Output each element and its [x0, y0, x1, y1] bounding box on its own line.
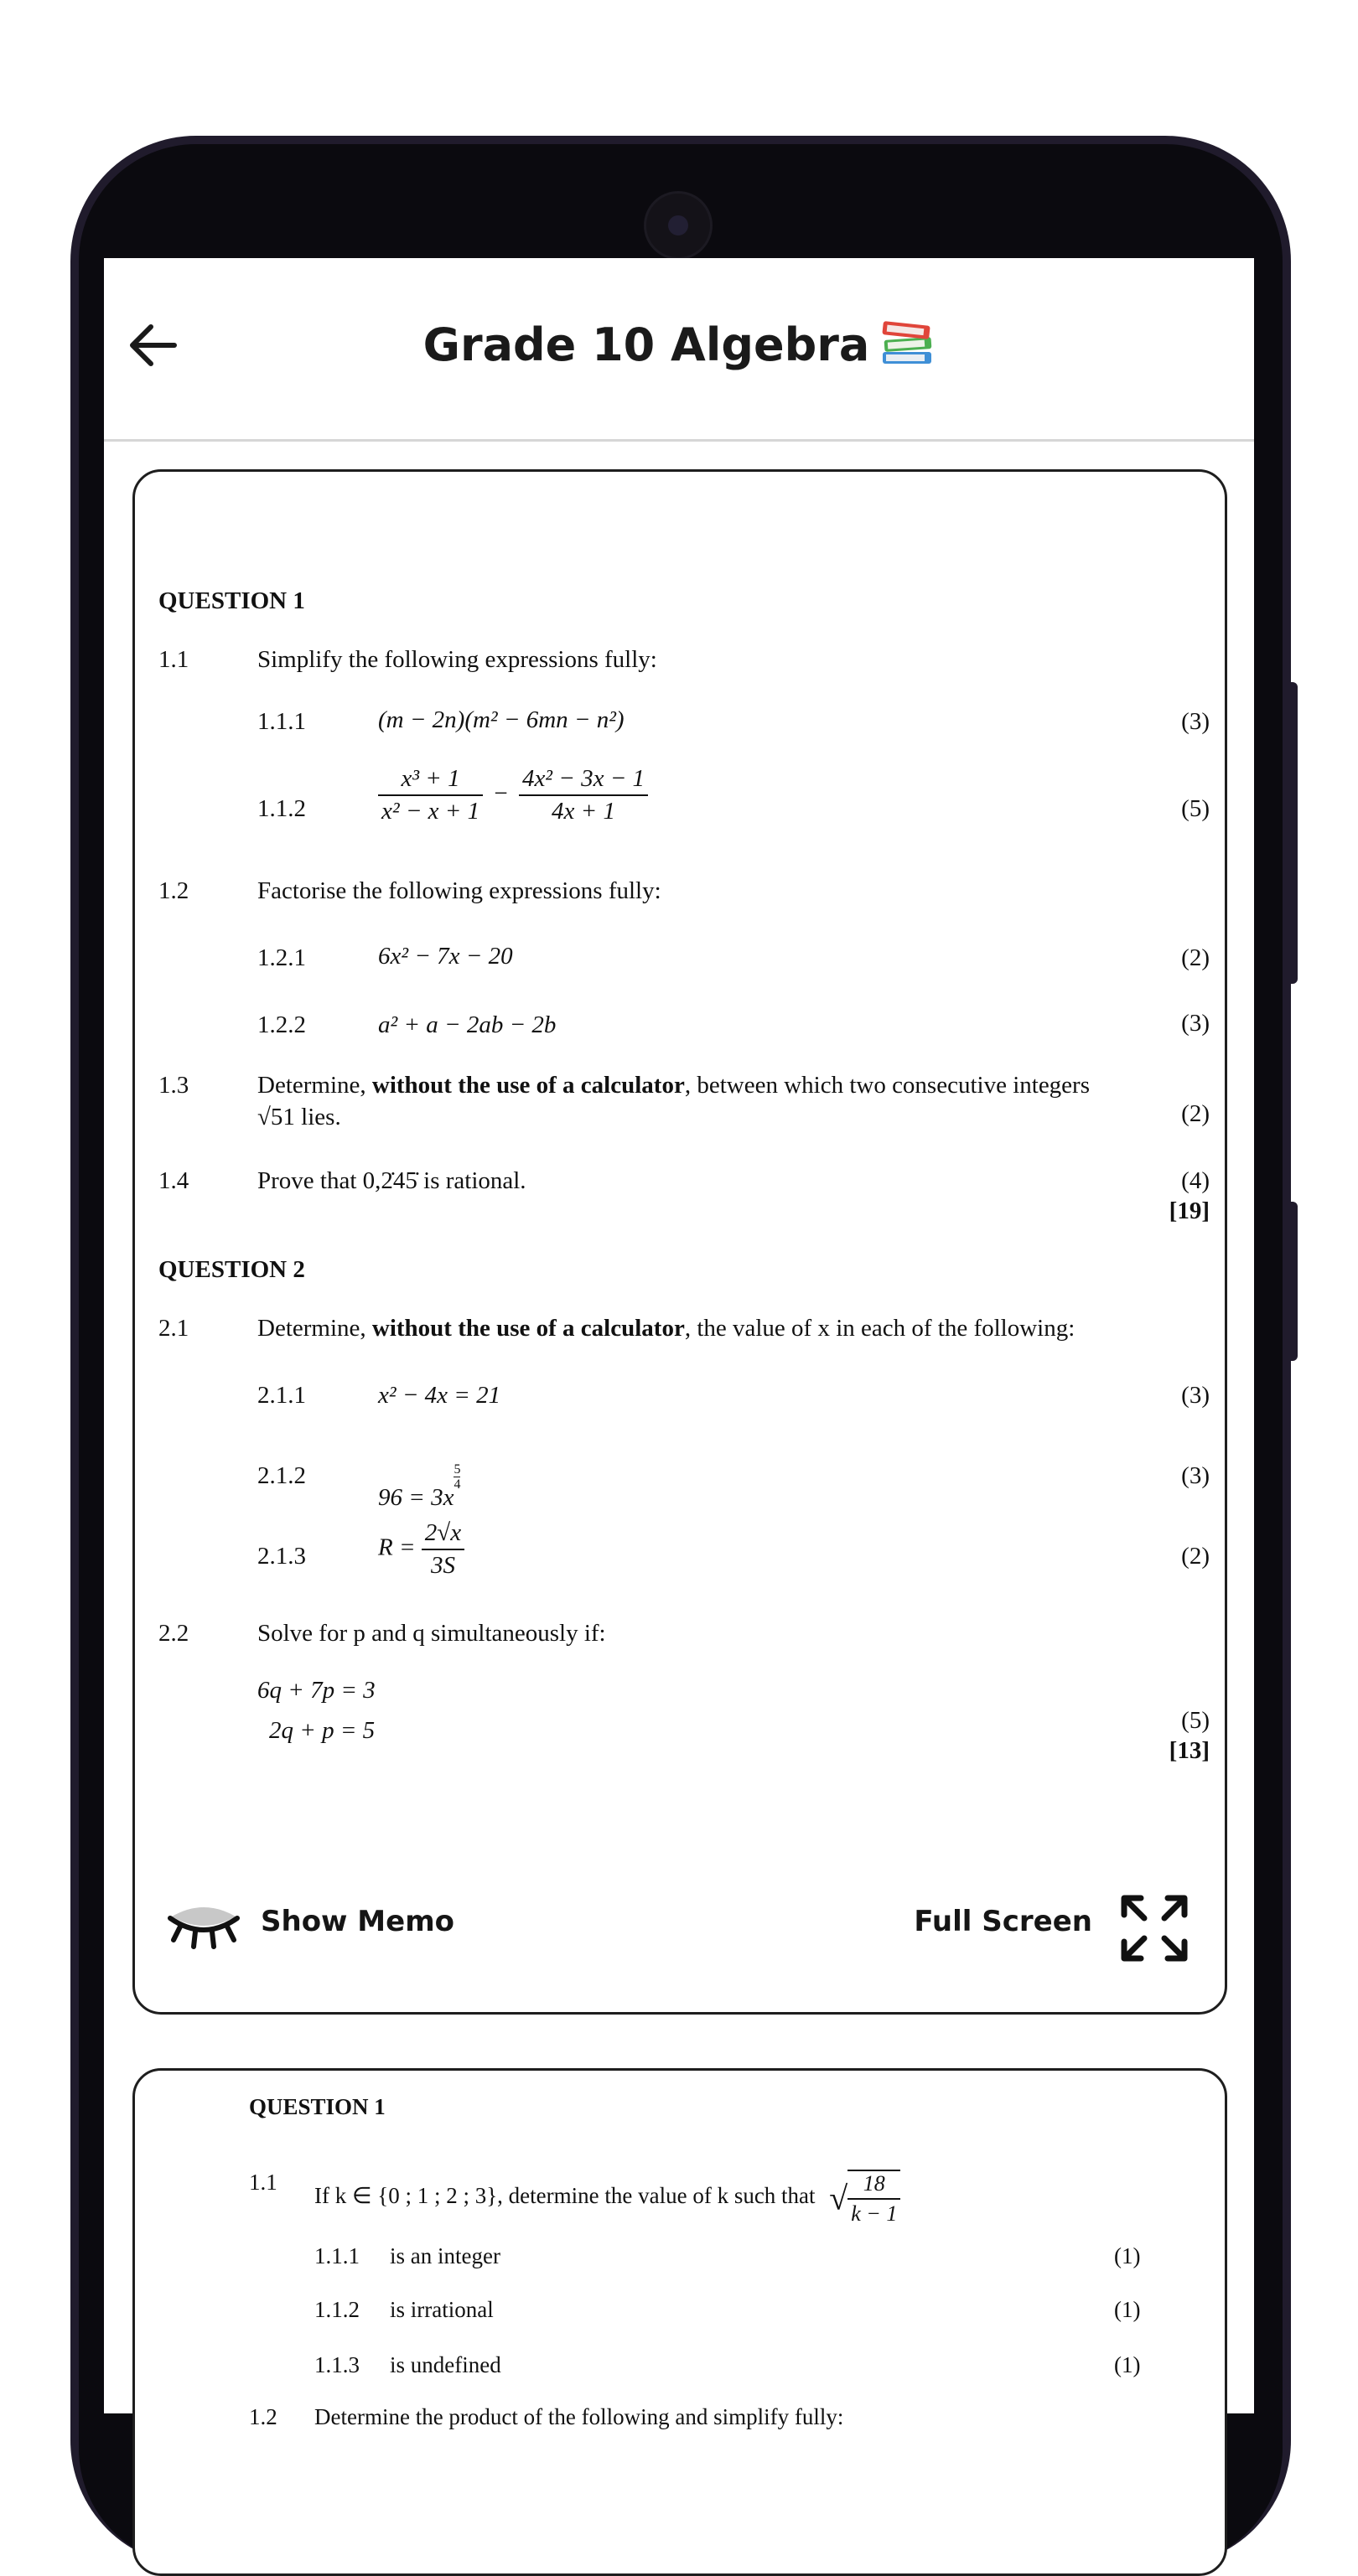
numerator: 4x² − 3x − 1 [519, 765, 648, 796]
app-screen [104, 258, 1254, 2429]
math-expression: a² + a − 2ab − 2b [378, 1011, 557, 1038]
fraction [422, 1519, 464, 1580]
math-expression [378, 765, 648, 825]
equation-2: 2q + p = 5 [269, 1717, 376, 1744]
question-total: [19] [1169, 1197, 1210, 1224]
math-expression [378, 1462, 460, 1512]
numerator: 18 [847, 2171, 900, 2200]
item-number: 1.3 [158, 1072, 189, 1099]
power-button [1286, 1202, 1298, 1361]
item-number: 1.2.2 [257, 1011, 306, 1038]
front-camera [646, 194, 710, 257]
square-root-expression [829, 2170, 900, 2227]
equation-1: 6q + 7p = 3 [257, 1677, 376, 1704]
fractional-exponent [454, 1462, 460, 1492]
question-paper-card [132, 469, 1227, 2015]
marks: (3) [1181, 1382, 1210, 1409]
item-text: is an integer [390, 2243, 500, 2268]
memo-question-heading: QUESTION 1 [249, 2094, 386, 2119]
fraction [847, 2170, 900, 2227]
closed-eye-icon [165, 1898, 242, 1950]
marks: (1) [1114, 2352, 1141, 2377]
base-expression: 96 = 3x [378, 1484, 454, 1511]
exponent-denominator: 4 [454, 1477, 461, 1492]
marks: (1) [1114, 2297, 1141, 2322]
item-text-line-2: √51 lies. [257, 1104, 341, 1130]
item-number: 1.1 [158, 646, 189, 673]
marks: (5) [1181, 795, 1210, 822]
denominator: 3S [430, 1552, 455, 1579]
item-number: 1.1.2 [257, 795, 306, 822]
item-number: 2.1 [158, 1315, 189, 1342]
marks: (3) [1181, 1010, 1210, 1037]
item-number: 1.1.1 [257, 708, 306, 735]
radical-sign: √ [829, 2179, 848, 2217]
item-number: 2.2 [158, 1620, 189, 1647]
question-2-heading: QUESTION 2 [158, 1256, 305, 1283]
marks: (2) [1181, 1543, 1210, 1570]
text-part: , between which two consecutive integers [684, 1072, 1091, 1099]
marks: (2) [1181, 1100, 1210, 1127]
item-number: 2.1.3 [257, 1543, 306, 1570]
item-number: 1.1.2 [314, 2297, 360, 2322]
text-part: If k ∈ {0 ; 1 ; 2 ; 3}, determine the value of k such that [314, 2183, 816, 2209]
minus-sign: − [494, 779, 508, 807]
expand-icon [1119, 1893, 1190, 1963]
marks: (1) [1114, 2243, 1141, 2268]
numerator: x³ + 1 [378, 765, 483, 796]
math-expression: (m − 2n)(m² − 6mn − n²) [378, 706, 625, 733]
item-number: 2.1.1 [257, 1382, 306, 1409]
item-number: 1.1 [249, 2170, 277, 2195]
fraction [519, 765, 648, 825]
lhs: R = [378, 1534, 416, 1561]
question-1-heading: QUESTION 1 [158, 587, 305, 614]
volume-button [1286, 682, 1298, 984]
memo-card [132, 2068, 1227, 2576]
math-expression [378, 1519, 464, 1580]
bold-text: without the use of a calculator [371, 1072, 685, 1099]
item-text [257, 1072, 1090, 1099]
marks: (3) [1181, 1462, 1210, 1489]
math-expression: x² − 4x = 21 [378, 1382, 501, 1409]
item-number: 1.2.1 [257, 944, 306, 971]
item-text: Simplify the following expressions fully: [257, 646, 657, 673]
item-number: 1.2 [158, 877, 189, 904]
app-bar [104, 258, 1254, 442]
fraction [378, 765, 483, 825]
item-text: Solve for p and q simultaneously if: [257, 1620, 606, 1647]
marks: (2) [1181, 944, 1210, 971]
marks: (4) [1181, 1167, 1210, 1194]
books-icon [879, 315, 935, 378]
question-total: [13] [1169, 1737, 1210, 1764]
text-part: , the value of x in each of the following: [684, 1315, 1076, 1342]
item-text: is undefined [390, 2352, 501, 2377]
item-number: 2.1.2 [257, 1462, 306, 1489]
item-text [257, 1315, 1075, 1342]
marks: (5) [1181, 1707, 1210, 1734]
item-text: Factorise the following expressions fully: [257, 877, 661, 904]
exponent-numerator: 5 [454, 1462, 461, 1477]
item-number: 1.1.1 [314, 2243, 360, 2268]
full-screen-label: Full Screen [914, 1905, 1092, 1938]
page-title-text: Grade 10 Algebra [422, 318, 870, 371]
math-expression: 6x² − 7x − 20 [378, 943, 513, 970]
denominator: k − 1 [851, 2201, 898, 2226]
denominator: 4x + 1 [552, 798, 615, 825]
item-number: 1.1.3 [314, 2352, 360, 2377]
marks: (3) [1181, 708, 1210, 735]
text-part: Determine, [257, 1315, 372, 1342]
show-memo-label: Show Memo [261, 1905, 454, 1938]
item-text: Prove that 0,2̇45̇ is rational. [257, 1167, 526, 1194]
item-text: is irrational [390, 2297, 494, 2322]
card-actions [135, 1890, 1225, 1965]
item-number: 1.4 [158, 1167, 189, 1194]
numerator: 2√x [422, 1519, 464, 1550]
denominator: x² − x + 1 [381, 798, 480, 825]
item-text [314, 2170, 900, 2227]
text-part: Determine, [257, 1072, 372, 1099]
page-title [104, 315, 1254, 378]
item-text: Determine the product of the following and simplify fully: [314, 2404, 844, 2429]
bold-text: without the use of a calculator [371, 1315, 685, 1342]
item-number: 1.2 [249, 2404, 277, 2429]
